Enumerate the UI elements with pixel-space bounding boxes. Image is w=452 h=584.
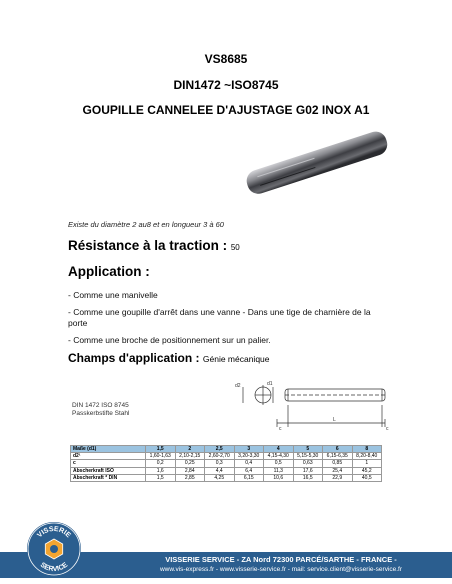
- table-header-cell: 5: [293, 446, 323, 453]
- table-cell: 6,4: [234, 467, 264, 474]
- table-cell: c: [71, 460, 146, 467]
- label-d1: d1: [267, 381, 273, 387]
- table-cell: 0,3: [205, 460, 235, 467]
- table-cell: 3,20-3,30: [234, 453, 264, 460]
- technical-drawing: [225, 375, 395, 433]
- table-cell: 11,3: [264, 467, 294, 474]
- drawing-caption-1: DIN 1472 ISO 8745: [72, 402, 129, 409]
- table-cell: 1,5: [146, 474, 176, 481]
- table-header-cell: Maße (d1): [71, 446, 146, 453]
- spec-table: [70, 445, 382, 482]
- logo-text-top: VISSERIE: [36, 525, 72, 540]
- label-c-right: c: [386, 426, 389, 432]
- table-cell: 4,25: [205, 474, 235, 481]
- table-cell: 0,85: [323, 460, 353, 467]
- table-cell: 0,25: [175, 460, 205, 467]
- label-l: L: [333, 417, 336, 423]
- drawing-caption-2: Passkerbstifte Stahl: [72, 410, 130, 417]
- company-logo: [26, 521, 82, 577]
- table-cell: 45,2: [352, 467, 382, 474]
- table-cell: 22,9: [323, 474, 353, 481]
- label-c-left: c: [279, 426, 282, 432]
- table-cell: 2,85: [175, 474, 205, 481]
- table-cell: 16,5: [293, 474, 323, 481]
- table-row: [71, 460, 382, 467]
- table-cell: Abscherkraft * DIN: [71, 474, 146, 481]
- table-cell: 2,10-2,15: [175, 453, 205, 460]
- table-cell: 4,15-4,30: [264, 453, 294, 460]
- table-cell: 5,15-5,30: [293, 453, 323, 460]
- table-header-cell: 3: [234, 446, 264, 453]
- table-header-cell: 6: [323, 446, 353, 453]
- table-cell: 1: [352, 460, 382, 467]
- champs-line: [68, 351, 270, 365]
- table-cell: 4,4: [205, 467, 235, 474]
- table-header-cell: 2,5: [205, 446, 235, 453]
- table-cell: 0,4: [234, 460, 264, 467]
- product-reference: VS8685: [204, 52, 248, 66]
- table-row: [71, 474, 382, 481]
- table-cell: 6,15-6,35: [323, 453, 353, 460]
- table-row: [71, 467, 382, 474]
- champs-value: Génie mécanique: [202, 354, 270, 364]
- application-item: - Comme une goupille d'arrêt dans une vanne - Dans une tige de charnière de la porte: [68, 307, 371, 328]
- footer-contacts: www.vis-express.fr - www.visserie-service.fr - mail: service.client@visserie-service.fr: [159, 566, 403, 573]
- table-cell: 2,84: [175, 467, 205, 474]
- table-cell: 25,4: [323, 467, 353, 474]
- table-cell: 0,5: [264, 460, 294, 467]
- pin-image: [236, 118, 396, 208]
- table-header-cell: 1,5: [146, 446, 176, 453]
- table-cell: 40,5: [352, 474, 382, 481]
- footer-address: VISSERIE SERVICE - ZA Nord 72300 PARCÉ/SARTHE - FRANCE -: [165, 555, 397, 564]
- label-d2: d2: [235, 383, 241, 389]
- champs-label: Champs d'application :: [68, 351, 200, 365]
- application-title: Application :: [68, 264, 150, 279]
- table-cell: 8,20-8,40: [352, 453, 382, 460]
- resistance-value: 50: [230, 243, 240, 252]
- logo-text-bottom: SERVICE: [38, 561, 70, 574]
- resistance-label: Résistance à la traction :: [68, 238, 228, 253]
- table-cell: d2¹: [71, 453, 146, 460]
- product-title: GOUPILLE CANNELEE D'AJUSTAGE G02 INOX A1: [82, 103, 370, 117]
- availability-note: Existe du diamètre 2 au8 et en longueur 3 à 60: [68, 220, 224, 229]
- table-cell: 0,63: [293, 460, 323, 467]
- table-row: [71, 453, 382, 460]
- table-cell: 17,6: [293, 467, 323, 474]
- application-item: - Comme une broche de positionnement sur un palier.: [68, 335, 271, 345]
- table-cell: 6,15: [234, 474, 264, 481]
- drawing-caption: [72, 402, 129, 418]
- table-cell: 10,6: [264, 474, 294, 481]
- application-item: - Comme une manivelle: [68, 290, 158, 300]
- table-header-row: [71, 446, 382, 453]
- table-cell: 1,60-1,63: [146, 453, 176, 460]
- table-cell: 1,6: [146, 467, 176, 474]
- resistance-line: [68, 238, 240, 253]
- table-cell: 0,2: [146, 460, 176, 467]
- product-norm: DIN1472 ~ISO8745: [173, 78, 279, 92]
- table-header-cell: 8: [352, 446, 382, 453]
- table-header-cell: 4: [264, 446, 294, 453]
- table-cell: Abscherkraft ISO: [71, 467, 146, 474]
- table-header-cell: 2: [175, 446, 205, 453]
- table-cell: 2,60-2,70: [205, 453, 235, 460]
